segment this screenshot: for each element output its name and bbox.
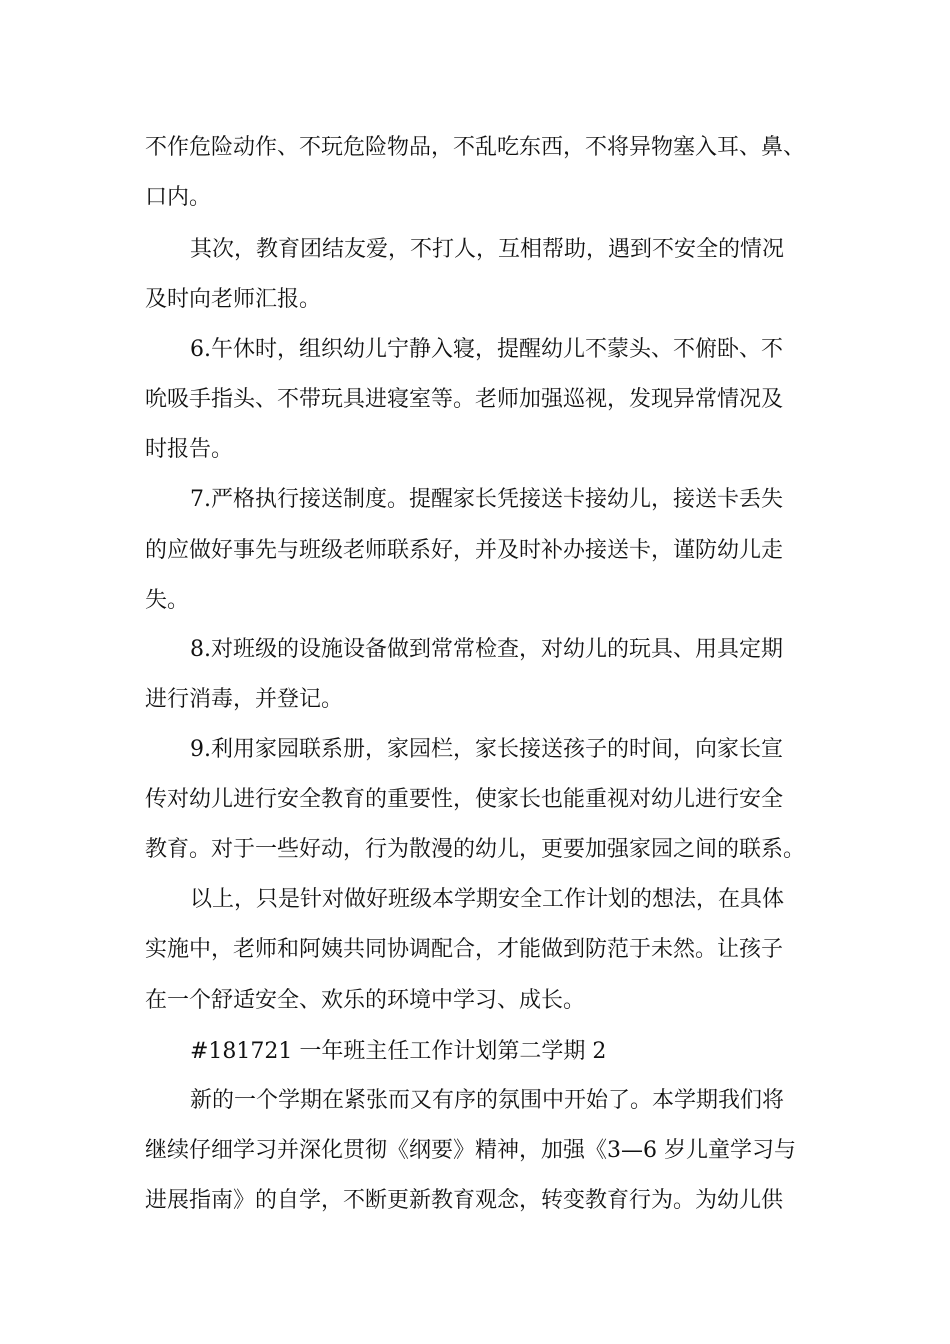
text-line: 其次，教育团结友爱，不打人，互相帮助，遇到不安全的情况 [190,237,785,262]
text-line: 6.午休时，组织幼儿宁静入寝，提醒幼儿不蒙头、不俯卧、不 [190,337,783,362]
text-line: 8.对班级的设施设备做到常常检查，对幼儿的玩具、用具定期 [190,637,783,662]
text-line: 9.利用家园联系册，家园栏，家长接送孩子的时间，向家长宣 [190,737,783,762]
text-line: 传对幼儿进行安全教育的重要性，使家长也能重视对幼儿进行安全 [145,787,784,812]
text-line: 教育。对于一些好动，行为散漫的幼儿，更要加强家园之间的联系。 [145,837,806,862]
text-line: 的应做好事先与班级老师联系好，并及时补办接送卡，谨防幼儿走 [145,538,784,563]
text-line: 口内。 [145,185,212,210]
text-line: 以上，只是针对做好班级本学期安全工作计划的想法，在具体 [190,887,785,912]
section-heading: #181721 一年班主任工作计划第二学期 2 [190,1039,607,1064]
text-line: 及时向老师汇报。 [145,287,322,312]
text-line: 7.严格执行接送制度。提醒家长凭接送卡接幼儿，接送卡丢失 [190,487,783,512]
text-line: 继续仔细学习并深化贯彻《纲要》精神，加强《3—6 岁儿童学习与 [145,1138,796,1163]
text-line: 在一个舒适安全、欢乐的环境中学习、成长。 [145,988,586,1013]
text-line: 吮吸手指头、不带玩具进寝室等。老师加强巡视，发现异常情况及 [145,387,784,412]
text-line: 实施中，老师和阿姨共同协调配合，才能做到防范于未然。让孩子 [145,937,784,962]
text-line: 失。 [145,588,190,613]
text-line: 时报告。 [145,437,234,462]
text-line: 进行消毒，并登记。 [145,687,344,712]
text-line: 新的一个学期在紧张而又有序的氛围中开始了。本学期我们将 [190,1088,785,1113]
text-line: 不作危险动作、不玩危险物品，不乱吃东西，不将异物塞入耳、鼻、 [145,135,806,160]
text-line: 进展指南》的自学，不断更新教育观念，转变教育行为。为幼儿供 [145,1188,784,1213]
